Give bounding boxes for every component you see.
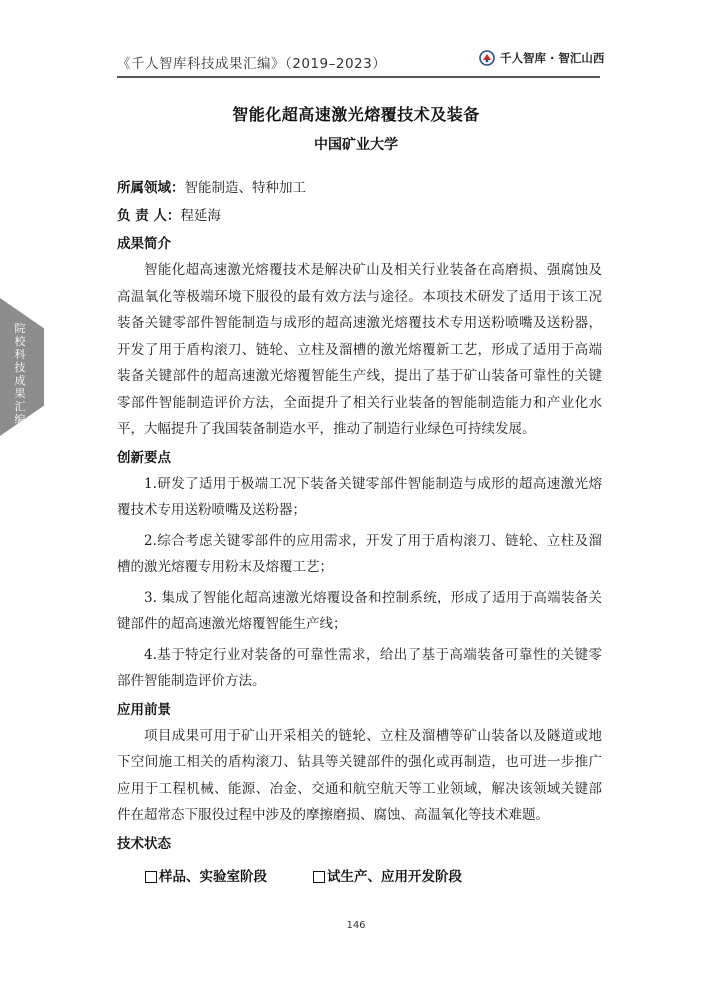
application-heading: 应用前景 <box>117 701 171 718</box>
checkbox-icon <box>145 871 157 883</box>
summary-paragraph: 智能化超高速激光熔覆技术是解决矿山及相关行业装备在高磨损、强腐蚀及高温氧化等极端环境下服役的最有效方法与途径。本项技术研发了适用于该工况装备关键零部件智能制造与成形的超高速激光熔覆技术专用送粉喷嘴及送粉器，开发了用于盾构滚刀、链轮、立柱及溜槽的激光熔覆新工艺，形成了适用于高端装备关键部件的超高速激光熔覆智能生产线，提出了基于矿山装备可靠性的关键零部件智能制造评价方法，全面提升了相关行业装备的智能制造能力和产业化水平，大幅提升了我国装备制造水平，推动了制造行业绿色可持续发展。 <box>117 262 602 437</box>
leader-value: 程延海 <box>180 208 221 224</box>
institution-name: 中国矿业大学 <box>314 137 398 153</box>
innovation-point: 2.综合考虑关键零部件的应用需求，开发了用于盾构滚刀、链轮、立柱及溜槽的激光熔覆专用粉末及熔覆工艺； <box>117 532 602 575</box>
status-option-label: 试生产、应用开发阶段 <box>327 868 462 885</box>
status-option-trial[interactable] <box>313 865 462 889</box>
summary-heading: 成果简介 <box>117 236 171 252</box>
application-paragraph: 项目成果可用于矿山开采相关的链轮、立柱及溜槽等矿山装备以及隧道或地下空间施工相关的盾构滚刀、钻具等关键部件的强化或再制造，也可进一步推广应用于工程机械、能源、冶金、交通和航空航天等工业领域，解决该领域关键部件在超常态下服役过程中涉及的摩擦磨损、腐蚀、高温氧化等技术难题。 <box>117 727 602 823</box>
domain-label: 所属领域： <box>117 180 185 196</box>
document-title: 智能化超高速激光熔覆技术及装备 <box>232 105 480 124</box>
domain-row <box>117 177 602 205</box>
page-number: 146 <box>346 920 366 931</box>
status-option-lab[interactable] <box>145 865 267 889</box>
header-divider <box>117 76 600 78</box>
brand-text: 千人智库 · 智汇山西 <box>500 51 605 65</box>
innovation-point: 1.研发了适用于极端工况下装备关键零部件智能制造与成形的超高速激光熔覆技术专用送粉喷嘴及送粉器； <box>117 475 602 518</box>
status-option-label: 样品、实验室阶段 <box>159 868 267 885</box>
leader-label: 负 责 人： <box>117 208 181 224</box>
document-body <box>117 177 602 889</box>
innovation-point: 3. 集成了智能化超高速激光熔覆设备和控制系统，形成了适用于高端装备关键部件的超高速激光熔覆智能生产线； <box>117 589 602 632</box>
domain-value: 智能制造、特种加工 <box>184 180 306 196</box>
brand-logo <box>479 50 604 66</box>
side-tab-label: 院校科技成果汇编 <box>14 322 26 426</box>
status-options <box>117 865 602 889</box>
collection-title: 《千人智库科技成果汇编》（2019–2023） <box>117 56 387 72</box>
innovation-point: 4.基于特定行业对装备的可靠性需求，给出了基于高端装备可靠性的关键零部件智能制造评价方法。 <box>117 646 602 689</box>
innovation-heading: 创新要点 <box>117 449 171 466</box>
checkbox-icon <box>313 871 325 883</box>
leader-row <box>117 205 602 233</box>
brand-emblem-icon <box>479 50 495 66</box>
status-heading: 技术状态 <box>117 835 171 852</box>
